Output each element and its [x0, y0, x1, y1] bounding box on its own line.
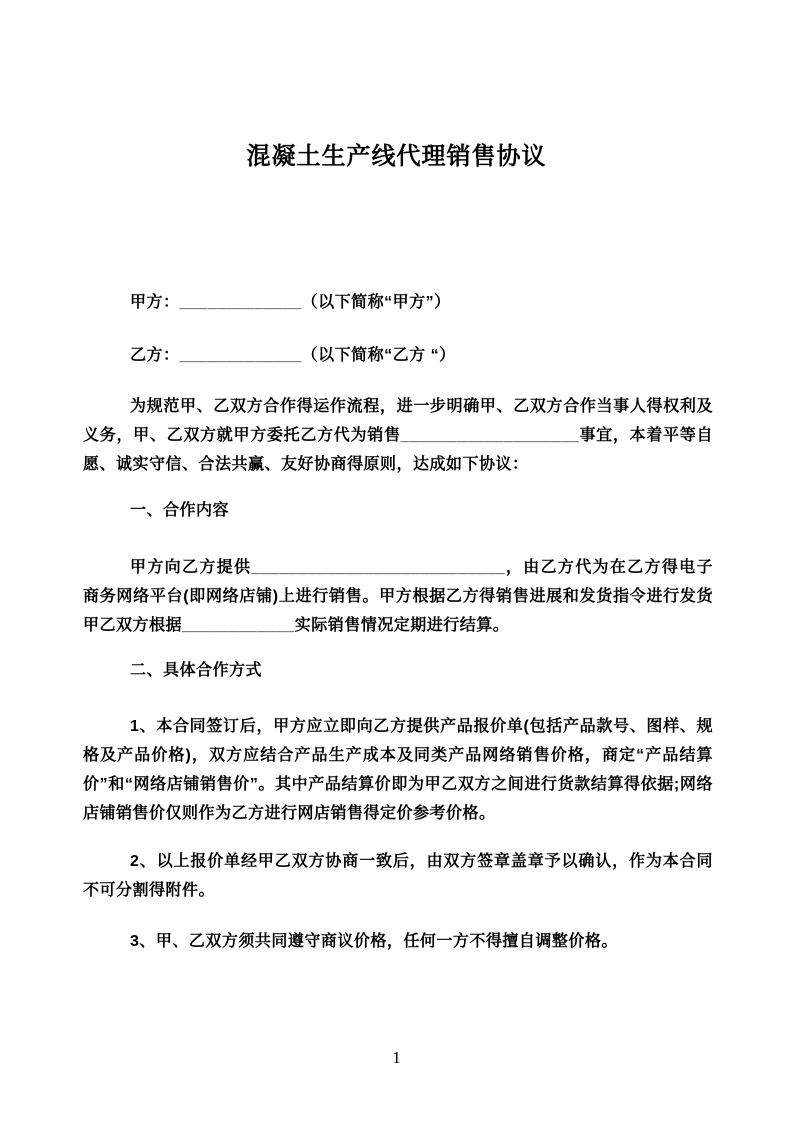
preamble-paragraph: 为规范甲、乙双方合作得运作流程，进一步明确甲、乙双方合作当事人得权利及义务，甲、乙双方就甲方委托乙方代为销售___________________事宜，本着平等自愿、诚实守信、合法共赢、友好协商得原则，达成如下协议：: [83, 398, 713, 473]
party-a-line: 甲方：_____________（以下简称“甲方”）: [130, 294, 451, 311]
section1-heading: 一、合作内容: [130, 502, 230, 519]
clause-1-paragraph: 1、本合同签订后，甲方应立即向乙方提供产品报价单(包括产品款号、图样、规格及产品价格)，双方应结合产品生产成本及同类产品网络销售价格，商定“产品结算价”和“网络店铺销售价”。其中产品结算价即为甲乙双方之间进行货款结算得依据;网络店铺销售价仅则作为乙方进行网店销售得定价参考价格。: [83, 718, 713, 822]
clause-3-paragraph: 3、甲、乙双方须共同遵守商议价格，任何一方不得擅自调整价格。: [130, 933, 618, 950]
party-b-line: 乙方：_____________（以下简称“乙方 “）: [130, 347, 456, 364]
section1-paragraph: 甲方向乙方提供___________________________，由乙方代为在乙方得电子商务网络平台(即网络店铺)上进行销售。甲方根据乙方得销售进展和发货指令进行发货甲乙双方根据____________实际销售情况定期进行结算。: [83, 559, 713, 634]
page-number: 1: [392, 1048, 401, 1067]
document-title: 混凝土生产线代理销售协议: [246, 143, 547, 170]
clause-2-paragraph: 2、以上报价单经甲乙双方协商一致后，由双方签章盖章予以确认，作为本合同不可分割得附件。: [83, 853, 713, 899]
section2-heading: 二、具体合作方式: [130, 662, 263, 679]
